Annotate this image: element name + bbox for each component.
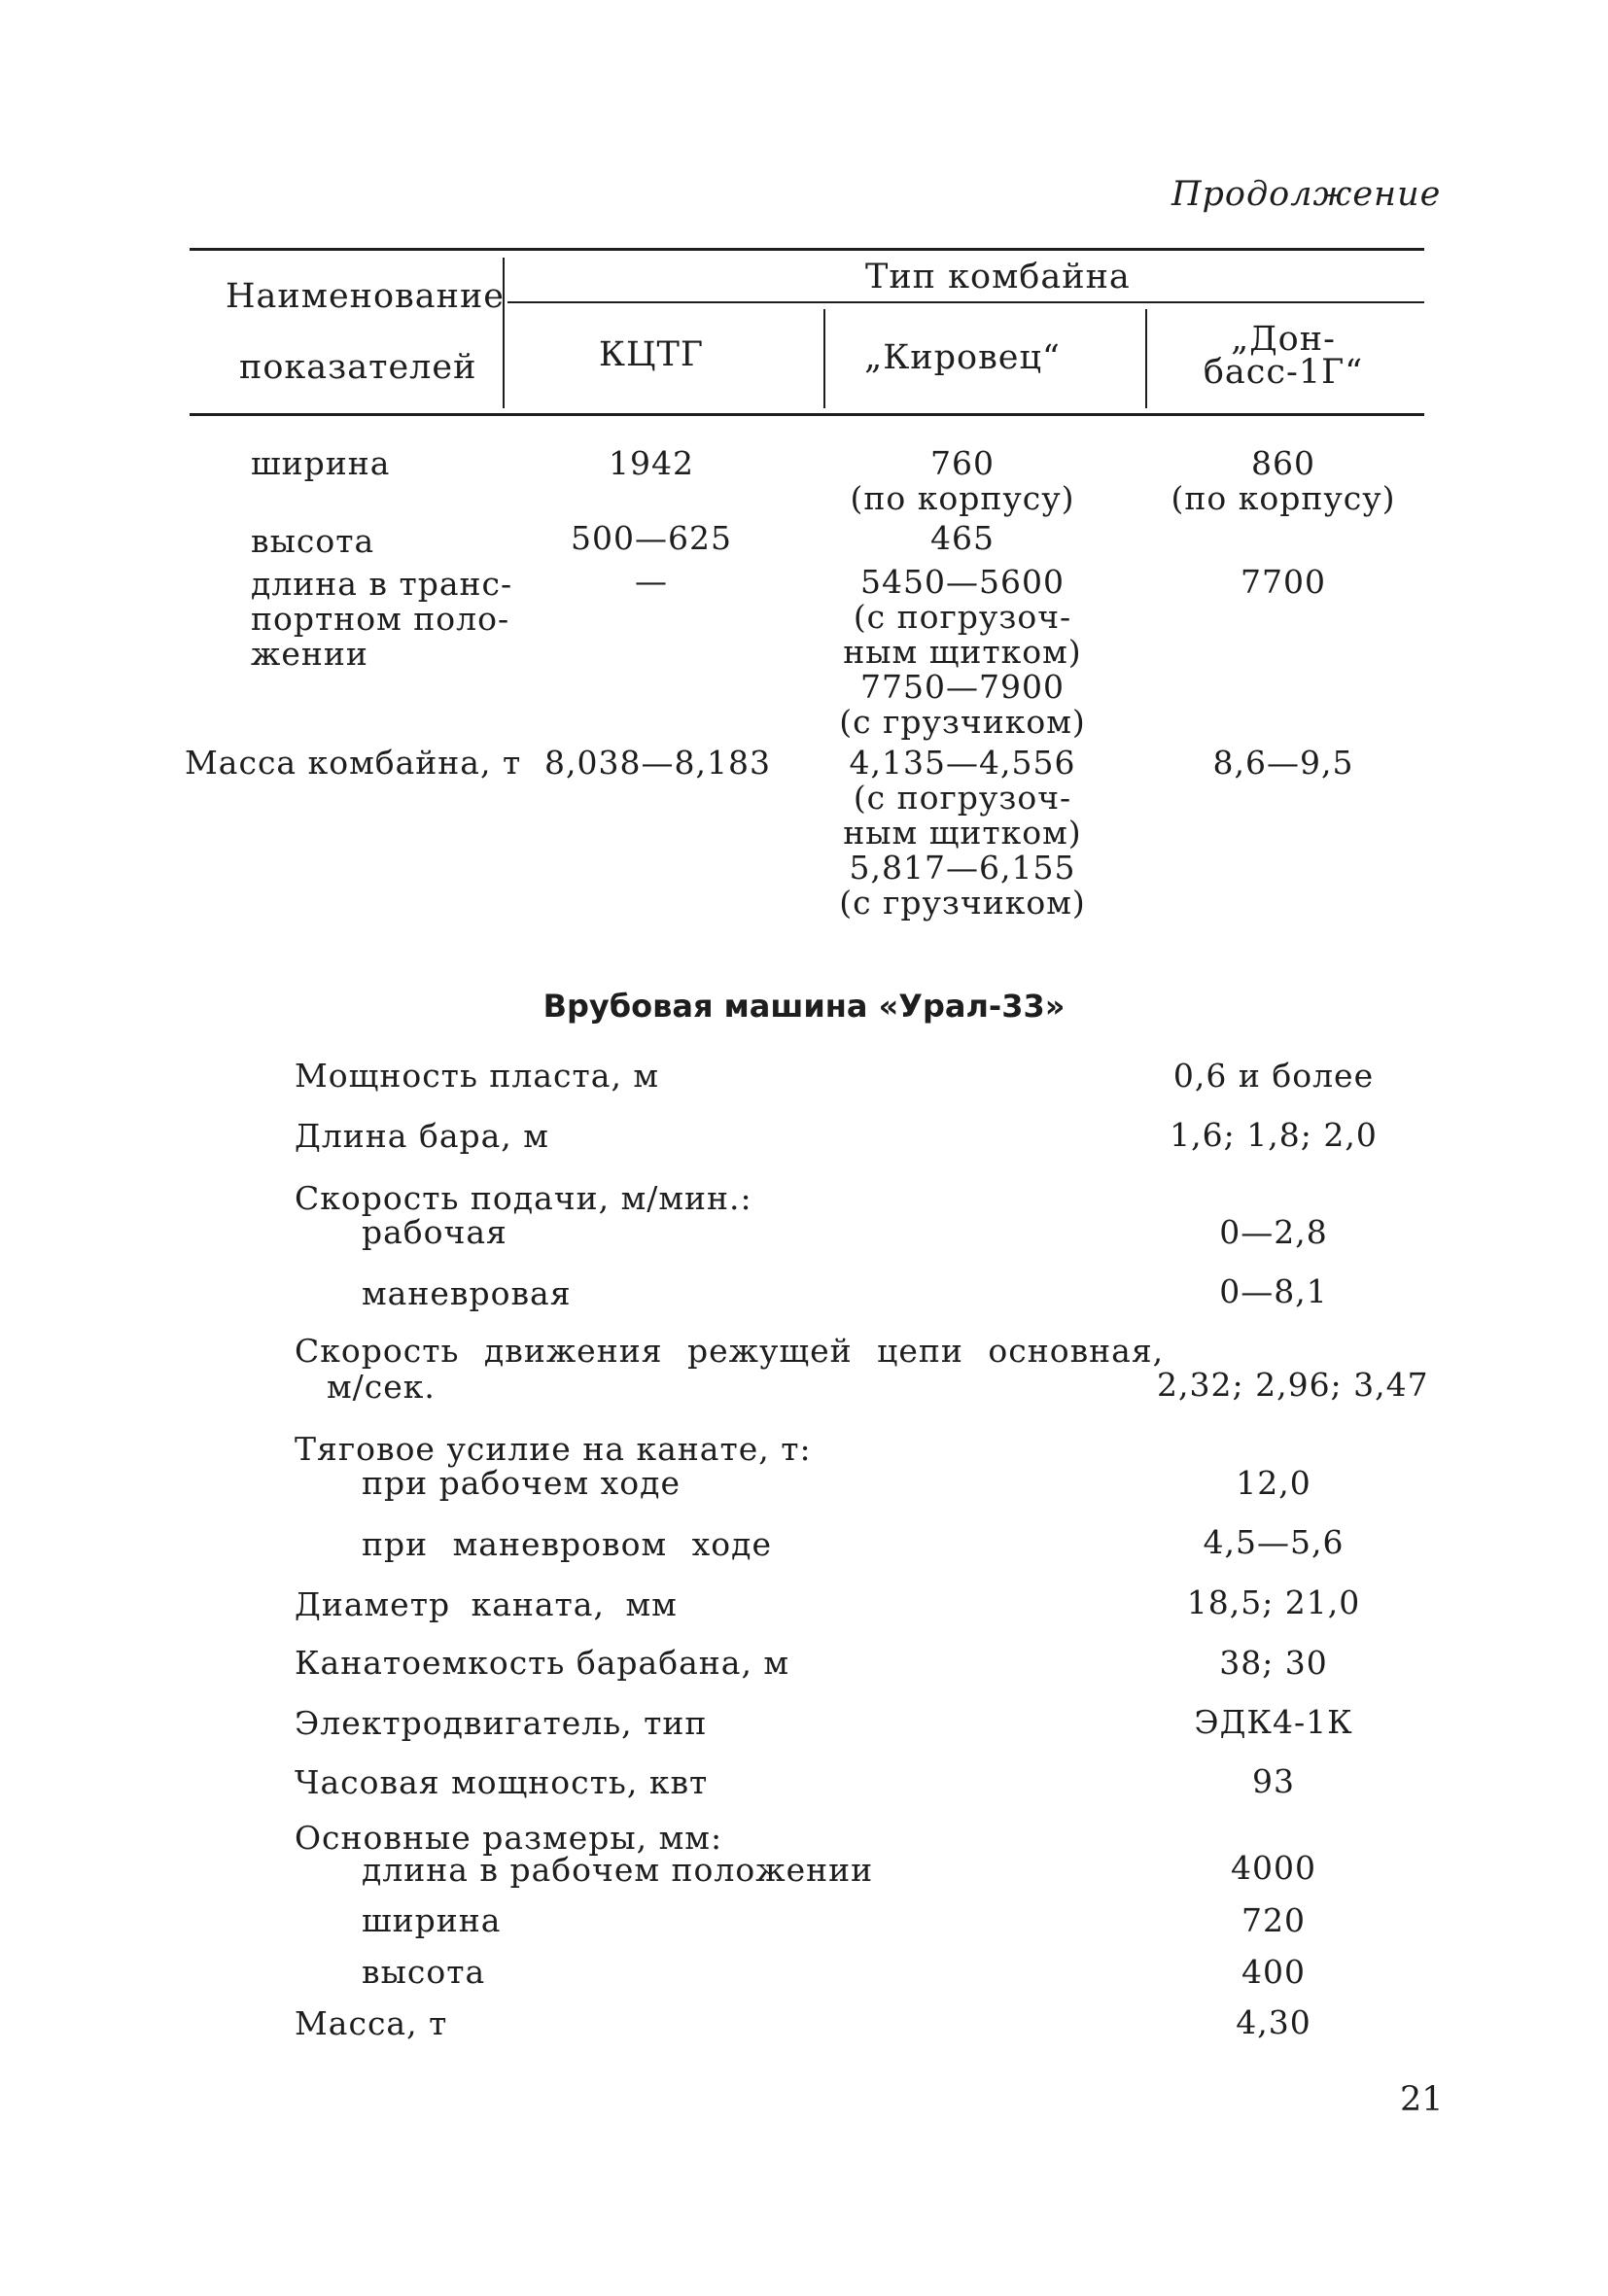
row-length-label-1: длина в транс- (251, 565, 513, 603)
spec-label: Тяговое усилие на канате, т: (295, 1430, 812, 1468)
spec-value: 1,6; 1,8; 2,0 (1170, 1116, 1378, 1154)
spec-value: 4000 (1231, 1849, 1316, 1887)
row-mass-kirovets-1: 4,135—4,556 (849, 744, 1076, 782)
continuation-label: Продолжение (1171, 175, 1442, 214)
spec-label: при маневровом ходе (362, 1525, 772, 1563)
row-mass-kctg: 8,038—8,183 (544, 744, 771, 782)
spec-value: 12,0 (1236, 1464, 1311, 1502)
spec-label: Электродвигатель, тип (295, 1704, 708, 1742)
row-height-kirovets: 465 (930, 519, 995, 557)
spec-label: м/сек. (327, 1368, 436, 1406)
col-header-donbass-line2: басс-1Г“ (1203, 353, 1364, 392)
row-width-kctg: 1942 (609, 444, 694, 482)
row-length-label-2: портном поло- (251, 600, 510, 638)
spec-label: Диаметр каната, мм (295, 1585, 678, 1623)
spec-value: 4,30 (1236, 2003, 1311, 2041)
row-width-donbass-1: 860 (1251, 444, 1315, 482)
col-header-kirovets: „Кировец“ (864, 338, 1061, 377)
group-header: Тип комбайна (865, 258, 1131, 296)
row-width-kirovets-1: 760 (930, 444, 995, 482)
spec-value: 18,5; 21,0 (1186, 1583, 1361, 1621)
row-width-label: ширина (251, 444, 391, 482)
spec-value: 0—8,1 (1219, 1272, 1328, 1310)
row-mass-label: Масса комбайна, т (185, 744, 522, 782)
spec-label: Канатоемкость барабана, м (295, 1644, 790, 1682)
page-number: 21 (1400, 2080, 1444, 2119)
row-width-donbass-2: (по корпусу) (1171, 479, 1396, 517)
spec-label: высота (362, 1953, 486, 1991)
spec-value: 93 (1252, 1762, 1295, 1800)
spec-label: длина в рабочем положении (362, 1851, 874, 1889)
row-length-donbass: 7700 (1241, 563, 1326, 601)
spec-value: 720 (1241, 1901, 1306, 1939)
row-height-kctg: 500—625 (571, 519, 732, 557)
row-height-label: высота (251, 522, 375, 560)
row-length-kirovets-2: (с погрузоч- (853, 598, 1072, 636)
row-mass-kirovets-5: (с грузчиком) (839, 884, 1086, 922)
row-length-label-3: жении (251, 635, 368, 673)
row-length-kirovets-4: 7750—7900 (860, 668, 1065, 706)
spec-label: при рабочем ходе (362, 1464, 681, 1502)
spec-value: 2,32; 2,96; 3,47 (1157, 1366, 1429, 1404)
col-header-donbass-line1: „Дон- (1231, 320, 1336, 359)
row-length-kirovets-1: 5450—5600 (860, 563, 1065, 601)
spec-label: Основные размеры, мм: (295, 1819, 723, 1857)
table-header-bottom-rule (190, 413, 1424, 416)
row-mass-donbass: 8,6—9,5 (1212, 744, 1354, 782)
spec-label: Масса, т (295, 2004, 448, 2042)
row-mass-kirovets-3: ным щитком) (843, 814, 1082, 852)
spec-value: 0,6 и более (1172, 1057, 1375, 1095)
spec-label: ширина (362, 1901, 502, 1939)
spec-value: 0—2,8 (1219, 1213, 1328, 1251)
spec-value: ЭДК4-1К (1194, 1703, 1353, 1741)
spec-label: рабочая (362, 1213, 507, 1251)
col-name-header-line1: Наименование (226, 277, 505, 316)
group-header-rule (507, 301, 1424, 303)
col-name-header-line2: показателей (239, 348, 477, 387)
row-width-kirovets-2: (по корпусу) (850, 479, 1075, 517)
row-length-kctg: — (635, 562, 668, 600)
section-title: Врубовая машина «Урал-33» (542, 988, 1066, 1025)
spec-label: маневровая (362, 1274, 572, 1312)
spec-value: 400 (1241, 1953, 1306, 1991)
row-mass-kirovets-4: 5,817—6,155 (849, 849, 1076, 887)
row-length-kirovets-5: (с грузчиком) (839, 703, 1086, 741)
row-mass-kirovets-2: (с погрузоч- (853, 779, 1072, 817)
spec-value: 38; 30 (1219, 1644, 1328, 1682)
spec-label: Скорость движения режущей цепи основная, (295, 1332, 1165, 1370)
spec-label: Часовая мощность, квт (295, 1763, 709, 1801)
spec-label: Скорость подачи, м/мин.: (295, 1179, 752, 1217)
col-header-kctg: КЦТГ (598, 335, 705, 374)
spec-label: Мощность пласта, м (295, 1057, 660, 1095)
spec-value: 4,5—5,6 (1203, 1523, 1345, 1561)
row-length-kirovets-3: ным щитком) (843, 633, 1082, 671)
table-top-rule (190, 248, 1424, 251)
spec-label: Длина бара, м (295, 1117, 549, 1155)
